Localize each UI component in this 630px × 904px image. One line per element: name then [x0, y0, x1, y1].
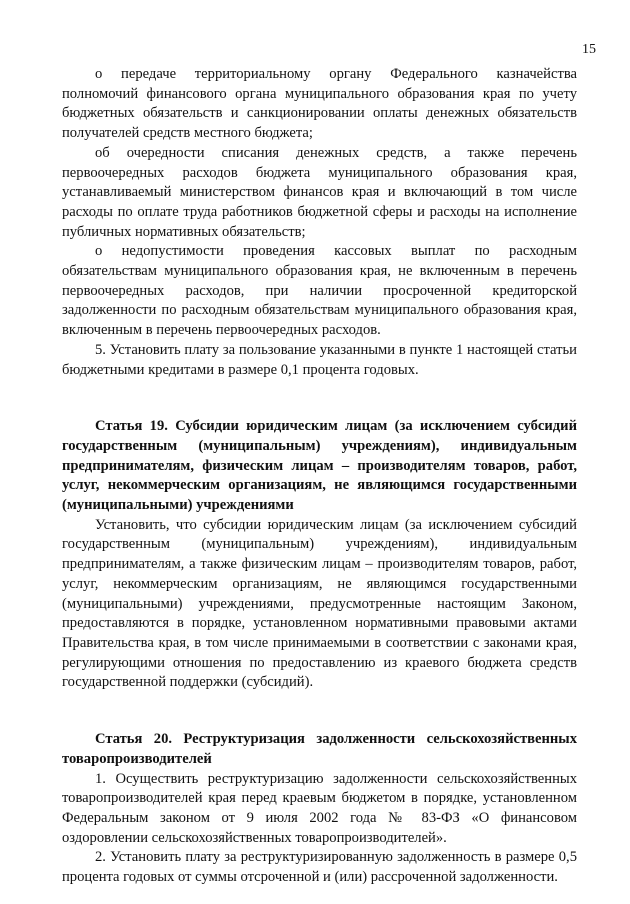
paragraph-payment-order: об очередности списания денежных средств, а также перечень первоочередных расходов бюджета муниципального образования края, устанавливаемый министерством финансов края и включающий в том числе расходы по оплате труда работников бюджетной сферы и расходы на исполнение публичных нормативных обязательств; [62, 144, 577, 240]
document-body [62, 65, 577, 888]
article-19-body: Установить, что субсидии юридическим лицам (за исключением субсидий государственным (муниципальным) учреждениям), индивидуальным предпринимателям, а также физическим лицам – производителям товаров, работ, услуг, некоммерческим организациям, не являющимся государственными (муниципальными) учреждениями, предусмотренные настоящим Законом, предоставляются в порядке, установленном нормативными правовыми актами Правительства края, в том числе принимаемыми в соответствии с законами края, регулирующими отношения по предоставлению из краевого бюджета средств государственной поддержки (субсидий). [62, 516, 577, 691]
paragraph-payment-prohibition: о недопустимости проведения кассовых выплат по расходным обязательствам муниципального образования края, не включенным в перечень первоочередных расходов, при наличии просроченной кредиторской задолженности по расходным обязательствам муниципального образования края, включенным в перечень первоочередных расходов. [62, 243, 577, 339]
article-20-heading: Статья 20. Реструктуризация задолженности сельскохозяйственных товаропроизводителей [62, 731, 577, 767]
paragraph-treasury-transfer: о передаче территориальному органу Федерального казначейства полномочий финансового органа муниципального образования края по учету бюджетных обязательств и санкционировании оплаты денежных обязательств получателей средств местного бюджета; [62, 66, 577, 142]
article-20-item-2: 2. Установить плату за реструктуризированную задолженность в размере 0,5 процента годовых от суммы отсроченной и (или) рассроченной задолженности. [62, 849, 577, 886]
page-number: 15 [582, 42, 596, 57]
article-19-heading: Статья 19. Субсидии юридическим лицам (за исключением субсидий государственным (муниципальным) учреждениям), индивидуальным предпринимателям, физическим лицам – производителям товаров, работ, услуг, некоммерческим организациям, не являющимся государственными (муниципальными) учреждениями [62, 418, 577, 514]
section-gap [62, 380, 577, 398]
section-gap [62, 693, 577, 711]
article-20-item-1: 1. Осуществить реструктуризацию задолженности сельскохозяйственных товаропроизводителей края перед краевым бюджетом в порядке, установленном Федеральным законом от 9 июля 2002 года № 83-ФЗ «О финансовом оздоровлении сельскохозяйственных товаропроизводителей». [62, 770, 577, 846]
paragraph-credit-fee: 5. Установить плату за пользование указанными в пункте 1 настоящей статьи бюджетными кредитами в размере 0,1 процента годовых. [62, 341, 577, 378]
